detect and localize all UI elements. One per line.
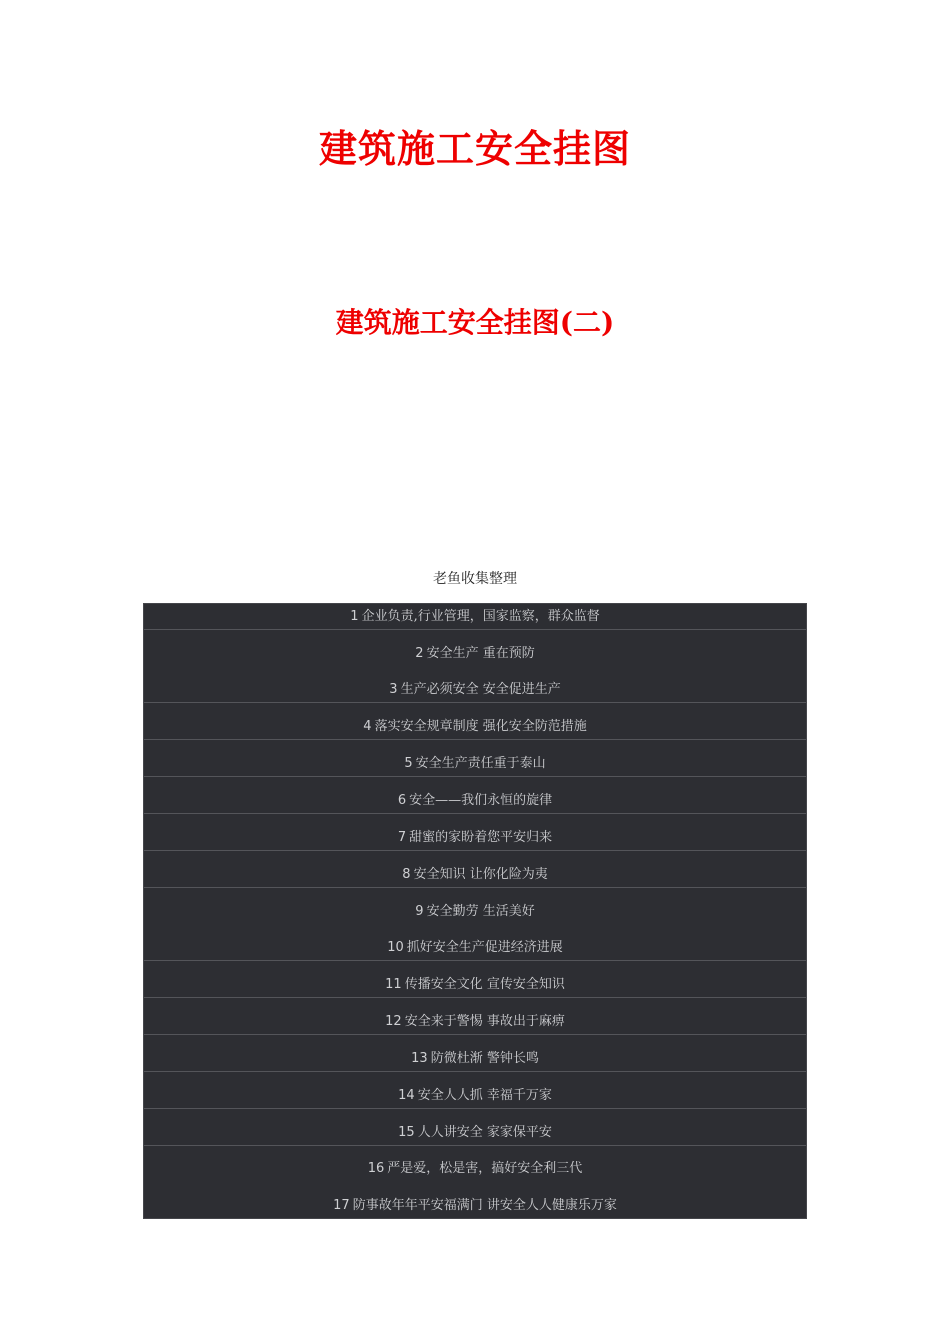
slogan-number: 6 bbox=[397, 793, 407, 808]
slogan-text: 防微杜渐 警钟长鸣 bbox=[430, 1051, 539, 1066]
row-divider bbox=[144, 1108, 806, 1109]
slogan-row bbox=[144, 719, 806, 735]
slogan-number: 3 bbox=[389, 682, 398, 697]
slogan-row bbox=[144, 609, 806, 625]
slogan-text: 安全人人抓 幸福千万家 bbox=[417, 1088, 552, 1103]
slogan-text: 抓好安全生产促进经济进展 bbox=[406, 940, 563, 955]
slogan-number: 1 bbox=[350, 609, 359, 624]
slogan-number: 11 bbox=[385, 977, 402, 992]
slogan-row bbox=[144, 940, 806, 956]
slogan-row bbox=[144, 682, 806, 698]
slogan-row bbox=[144, 830, 806, 846]
slogan-number: 16 bbox=[367, 1161, 385, 1176]
slogan-row bbox=[144, 1198, 806, 1214]
slogan-text: 安全来于警惕 事故出于麻痹 bbox=[404, 1014, 565, 1029]
slogan-text: 落实安全规章制度 强化安全防范措施 bbox=[374, 719, 587, 734]
row-divider bbox=[144, 739, 806, 740]
slogan-row bbox=[144, 1088, 806, 1104]
slogan-text: 安全生产责任重于泰山 bbox=[415, 756, 546, 771]
row-divider bbox=[144, 1034, 806, 1035]
collector-credit: 老鱼收集整理 bbox=[433, 571, 517, 587]
slogan-row bbox=[144, 977, 806, 993]
row-divider bbox=[144, 776, 806, 777]
slogan-number: 9 bbox=[415, 904, 424, 919]
slogan-row bbox=[144, 793, 806, 809]
slogan-number: 7 bbox=[397, 830, 407, 845]
slogan-text: 安全生产 重在预防 bbox=[426, 646, 535, 661]
slogan-number: 14 bbox=[398, 1088, 415, 1103]
slogan-number: 15 bbox=[398, 1125, 415, 1140]
row-divider bbox=[144, 813, 806, 814]
slogan-number: 4 bbox=[363, 719, 372, 734]
slogan-text: 生产必须安全 安全促进生产 bbox=[400, 682, 561, 697]
document-subtitle: 建筑施工安全挂图(二) bbox=[335, 306, 615, 339]
slogan-number: 8 bbox=[402, 867, 411, 882]
slogan-row bbox=[144, 904, 806, 920]
slogan-row bbox=[144, 646, 806, 662]
row-divider bbox=[144, 1071, 806, 1072]
slogan-number: 12 bbox=[385, 1014, 402, 1029]
slogan-row bbox=[144, 1125, 806, 1141]
slogan-number: 17 bbox=[333, 1198, 350, 1213]
slogan-row bbox=[144, 1014, 806, 1030]
slogan-text: 防事故年年平安福满门 讲安全人人健康乐万家 bbox=[352, 1198, 617, 1213]
slogan-text: 安全勤劳 生活美好 bbox=[426, 904, 535, 919]
slogan-text: 甜蜜的家盼着您平安归来 bbox=[409, 830, 553, 845]
row-divider bbox=[144, 702, 806, 703]
row-divider bbox=[144, 887, 806, 888]
slogan-number: 13 bbox=[411, 1051, 428, 1066]
slogan-text: 严是爱，松是害，搞好安全利三代 bbox=[387, 1161, 583, 1176]
slogan-row bbox=[144, 867, 806, 883]
slogan-row bbox=[144, 756, 806, 772]
row-divider bbox=[144, 629, 806, 630]
row-divider bbox=[144, 997, 806, 998]
slogan-number: 2 bbox=[415, 646, 424, 661]
document-title: 建筑施工安全挂图 bbox=[318, 126, 631, 171]
slogan-number: 10 bbox=[387, 940, 404, 955]
row-divider bbox=[144, 1145, 806, 1146]
row-divider bbox=[144, 850, 806, 851]
slogan-row bbox=[144, 1161, 806, 1177]
slogan-text: 人人讲安全 家家保平安 bbox=[417, 1125, 552, 1140]
slogan-text: 安全——我们永恒的旋律 bbox=[409, 793, 553, 808]
slogan-panel bbox=[143, 603, 807, 1219]
slogan-number: 5 bbox=[404, 756, 413, 771]
row-divider bbox=[144, 960, 806, 961]
slogan-text: 传播安全文化 宣传安全知识 bbox=[404, 977, 565, 992]
slogan-text: 企业负责,行业管理，国家监察，群众监督 bbox=[361, 609, 600, 624]
slogan-text: 安全知识 让你化险为夷 bbox=[413, 867, 548, 882]
slogan-row bbox=[144, 1051, 806, 1067]
